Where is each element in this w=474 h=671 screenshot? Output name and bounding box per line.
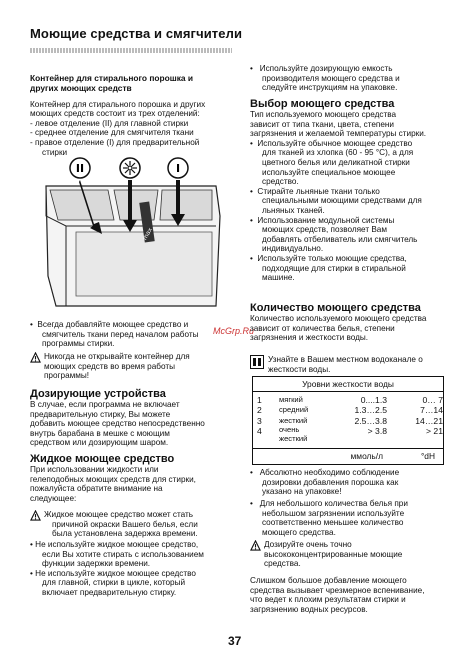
container-text-line5: - правое отделение (I) для предварительной: [30, 137, 200, 147]
choice-b3-l4: индивидуально.: [262, 244, 324, 254]
never-line2: моющих средств во время работы: [44, 361, 175, 371]
page-title: Моющие средства и смягчители: [30, 26, 243, 41]
choice-line3: загрязнения и желаемой температуры стирки.: [250, 129, 427, 139]
foam-note: [250, 576, 455, 614]
foam-line2: средства вызывает чрезмерное вспенивание,: [250, 585, 425, 595]
never-line3: программы!: [44, 371, 90, 381]
necessary-bullet: [250, 468, 455, 497]
dh-3: 14…21: [415, 415, 443, 426]
name-3: жесткий: [279, 415, 308, 425]
liquid-bullet2-line3: включает предварительную стирку.: [42, 587, 177, 597]
warning-icon: [30, 510, 41, 521]
amount-heading: Количество моющего средства: [250, 302, 421, 314]
top-bullet-line1: • Используйте дозирующую емкость: [250, 64, 393, 73]
top-bullet-line3: следуйте инструкциям на упаковке.: [262, 83, 398, 93]
main-wash-label: II: [75, 162, 85, 175]
necessary-line3: указано на упаковке!: [262, 487, 342, 497]
amount-line1: Количество используемого моющего средства: [250, 314, 427, 323]
choice-line2: зависит от типа ткани, цвета, степени: [250, 119, 394, 129]
container-heading-line2: других моющих средств: [30, 82, 132, 93]
choice-line1: Тип используемого моющего средства: [250, 110, 397, 119]
mmol-4: > 3.8: [367, 426, 387, 437]
mmol-1: 0....1.3: [360, 395, 387, 405]
level-3: 3: [257, 415, 262, 426]
concentrated-line2: высококонцентрированные моющие: [264, 549, 403, 559]
mmol-2: 1.3…2.5: [354, 405, 387, 416]
foam-line3: что ведет к плохим результатам стирки и: [250, 595, 406, 605]
container-text-line3: - левое отделение (II) для главной стирки: [30, 118, 189, 128]
hardness-table: [252, 376, 444, 465]
foam-line4: загрязнению водных ресурсов.: [250, 604, 368, 614]
hint-line1: Узнайте в Вашем местном водоканале о: [268, 355, 423, 364]
choice-heading: Выбор моющего средства: [250, 98, 395, 110]
container-text-line2: моющих средств состоит из трех отделений:: [30, 109, 200, 119]
liquid-section: [30, 453, 235, 503]
small-load-line3: соответственно меньшее количество: [262, 518, 404, 528]
dosing-line1: В случае, если программа не включает: [30, 400, 180, 409]
dosing-line2: предварительную стирку, Вы можете: [30, 409, 171, 419]
name-2: средний: [279, 405, 309, 415]
concentrated-line3: средства.: [264, 559, 301, 569]
dosing-line5: средством или дозирующим шаром.: [30, 438, 169, 448]
container-section: [30, 74, 235, 157]
always-line1: • Всегда добавляйте моющее средство и: [30, 320, 189, 329]
hardness-table-header: Уровни жесткости воды: [253, 377, 443, 392]
prewash-label: I: [175, 162, 181, 175]
amount-line3: загрязнения и жесткости воды.: [250, 333, 369, 343]
hardness-hint: [250, 355, 455, 374]
dh-1: 0… 7: [422, 395, 443, 405]
max-label: max: [141, 226, 155, 242]
watermark: McGrp.Ru: [213, 326, 255, 336]
amount-line2: зависит от количества белья, степени: [250, 323, 395, 333]
liquid-bullet1-line3: функции задержки времени.: [42, 559, 151, 569]
container-text-line4: - среднее отделение для смягчителя ткани: [30, 128, 194, 138]
dh-4: > 21: [426, 426, 443, 437]
liquid-warning-line3: была установлена задержка времени.: [52, 529, 198, 539]
dosing-section: [30, 388, 235, 448]
liquid-line2: гелеподобных моющих средств для стирки,: [30, 474, 196, 484]
top-bullet: [250, 64, 450, 93]
info-book-icon: [250, 355, 264, 369]
liquid-line4: следующее:: [30, 493, 77, 503]
choice-b2-l2: специальными моющими средствами для: [262, 196, 422, 206]
top-bullet-line2: производителя моющего средства и: [262, 73, 400, 83]
choice-b3-l2: моющих средств, позволяет Вам: [262, 225, 387, 235]
dh-2: 7…14: [420, 405, 443, 416]
liquid-bullet2-line2: для главной, стирки в цикле, который: [42, 578, 186, 588]
liquid-line1: При использовании жидкости или: [30, 465, 159, 474]
never-line1: Никогда не открывайте контейнер для: [44, 352, 190, 361]
choice-b2-l1: • Стирайте льняные ткани только: [250, 186, 380, 196]
always-line3: программы стирки.: [42, 339, 115, 349]
unit-dh: °dH: [420, 450, 435, 461]
always-add-bullet: [30, 320, 230, 349]
page-number: 37: [228, 634, 242, 648]
liquid-line3: пожалуйста обратите внимание на: [30, 484, 163, 494]
mmol-3: 2.5…3.8: [354, 415, 387, 426]
never-open-warning: [30, 352, 230, 381]
choice-b1-l3: цветного белья или деликатной стирки: [262, 157, 410, 167]
liquid-bullet2-line1: • Не используйте жидкое моющее средство: [30, 568, 196, 578]
liquid-heading: Жидкое моющее средство: [30, 453, 175, 465]
level-2: 2: [257, 405, 262, 416]
always-line2: смягчитель ткани перед началом работы: [42, 329, 199, 339]
container-text-line1: Контейнер для стирального порошка и других: [30, 99, 206, 109]
liquid-bullets: [30, 540, 235, 598]
container-text-line6: стирки: [42, 147, 68, 157]
choice-b3-l1: • Использование модульной системы: [250, 215, 395, 225]
liquid-bullet1-line2: если Вы хотите стирать с использованием: [42, 549, 204, 559]
liquid-warning-line2: причиной окраски Вашего белья, если: [52, 519, 198, 529]
choice-b4-l1: • Используйте только моющие средства,: [250, 253, 407, 263]
liquid-warning: [30, 510, 235, 539]
necessary-line2: дозировки добавления порошка как: [262, 477, 399, 487]
small-load-line1: • Для небольшого количества белья при: [250, 499, 408, 508]
liquid-warning-line1: Жидкое моющее средство может стать: [44, 510, 194, 519]
choice-b1-l4: используйте специальное моющее: [262, 167, 396, 177]
choice-b1-l1: • Используйте обычное моющее средство: [250, 138, 413, 148]
concentrated-warning: [250, 540, 455, 569]
concentrated-line1: Дозируйте очень точно: [264, 540, 352, 549]
liquid-bullet1-line1: • Не используйте жидкое моющее средство,: [30, 540, 199, 549]
hint-line2: жесткости воды.: [268, 364, 331, 374]
name-4: очень жесткий: [279, 425, 308, 444]
unit-mmol: ммоль/л: [350, 450, 383, 461]
choice-b1-l2: для тканей из хлопка (60 - 95 °C), а для: [262, 148, 414, 158]
level-1: 1: [257, 395, 262, 405]
warning-icon: [30, 352, 41, 363]
container-heading-line1: Контейнер для стирального порошка и: [30, 73, 194, 83]
foam-line1: Слишком большое добавление моющего: [250, 576, 407, 585]
warning-icon: [250, 540, 261, 551]
title-underline: [30, 48, 232, 53]
detergent-drawer-illustration: [36, 156, 226, 316]
choice-b2-l3: льняных тканей.: [262, 205, 325, 215]
dosing-heading: Дозирующие устройства: [30, 388, 166, 400]
small-load-line2: небольшом загрязнении используйте: [262, 508, 405, 518]
choice-b3-l3: добавлять отбеливатель или смягчитель: [262, 234, 418, 244]
dosing-line4: внутрь барабана в мешке с моющим: [30, 428, 170, 438]
dosing-line3: добавить моющее средство непосредственно: [30, 419, 205, 429]
necessary-line1: • Абсолютно необходимо соблюдение: [250, 468, 400, 477]
name-1: мягкий: [279, 395, 303, 404]
small-load-bullet: [250, 499, 455, 537]
choice-b4-l2: подходящие для стирки в стиральной: [262, 263, 406, 273]
choice-section: [250, 98, 450, 283]
level-4: 4: [257, 426, 262, 437]
amount-section: [250, 302, 455, 343]
small-load-line4: моющего средства.: [262, 527, 336, 537]
choice-b4-l3: машине.: [262, 273, 295, 283]
choice-b1-l5: средство.: [262, 177, 299, 187]
